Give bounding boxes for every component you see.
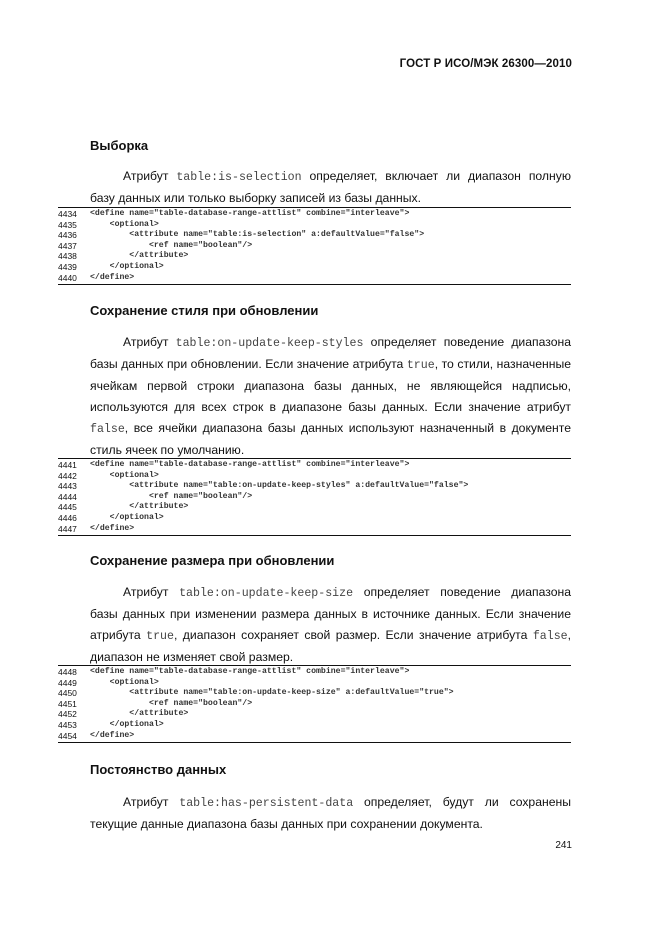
code-line [58,492,571,503]
code-line [58,251,571,262]
code-text: <optional> [90,677,159,687]
code-text: <attribute name="table:on-update-keep-size" a:defaultValue="true"> [90,688,454,698]
line-number: 4440 [58,272,77,283]
code-text: </define> [90,523,135,533]
inline-code: table:on-update-keep-size [179,587,354,600]
line-number: 4442 [58,470,77,481]
line-number: 4437 [58,240,77,251]
inline-code: false [90,423,125,436]
code-text: <ref name="boolean"/> [90,491,253,501]
code-text: <define name="table-database-range-attlist" combine="interleave"> [90,667,410,676]
line-number: 4443 [58,481,77,492]
code-text: <attribute name="table:is-selection" a:defaultValue="false"> [90,230,425,240]
inline-code: true [406,359,435,372]
code-line [58,678,571,689]
line-number: 4435 [58,219,77,230]
text-run: Атрибут [123,585,180,599]
code-line [58,209,571,220]
code-text: <optional> [90,219,159,229]
section-heading: Выборка [90,138,149,153]
code-text: <ref name="boolean"/> [90,240,253,250]
code-text: <define name="table-database-range-attlist" combine="interleave"> [90,209,410,218]
code-line [58,667,571,678]
line-number: 4449 [58,677,77,688]
section-heading: Сохранение размера при обновлении [90,553,335,568]
section-keep-size [90,553,571,668]
code-block [58,458,571,536]
text-run: Атрибут [123,169,177,183]
code-line [58,699,571,710]
code-line [58,241,571,252]
line-number: 4446 [58,512,77,523]
text-run: Атрибут [123,795,180,809]
section-paragraph [90,332,571,461]
code-text: </attribute> [90,502,189,512]
line-number: 4454 [58,730,77,741]
line-number: 4450 [58,688,77,699]
code-text: <optional> [90,470,159,480]
code-line [58,731,571,742]
code-text: <attribute name="table:on-update-keep-styles" a:defaultValue="false"> [90,481,469,491]
code-line [58,688,571,699]
text-run: , все ячейки диапазона базы данных используют назначенный в документе стиль ячеек по умолчанию. [90,421,571,457]
section-persistent-data [90,762,571,835]
inline-code: table:on-update-keep-styles [175,337,364,350]
inline-code: false [532,630,568,643]
section-paragraph [90,792,571,835]
code-text: <ref name="boolean"/> [90,698,253,708]
code-line [58,513,571,524]
code-line [58,273,571,284]
text-run: , диапазон сохраняет свой размер. Если значение атрибута [173,628,533,642]
section-heading: Постоянство данных [90,762,227,777]
section-paragraph [90,166,571,209]
section-heading: Сохранение стиля при обновлении [90,303,319,318]
code-text: </attribute> [90,709,189,719]
section-selection [90,138,571,209]
line-number: 4434 [58,209,77,219]
inline-code: table:has-persistent-data [179,797,354,810]
code-line [58,471,571,482]
text-run: , диапазон не изменяет свой размер. [90,628,572,664]
code-block [58,207,571,285]
code-line [58,230,571,241]
code-text: </attribute> [90,251,189,261]
code-text: </define> [90,730,135,740]
text-run: определяет поведение диапазона базы данных при изменении размера данных в источнике данных. Если значение атрибута [90,585,571,642]
line-number: 4451 [58,698,77,709]
line-number: 4447 [58,523,77,534]
line-number: 4441 [58,460,77,470]
line-number: 4452 [58,709,77,720]
text-run: определяет поведение диапазона базы данных при обновлении. Если значение атрибута [90,335,571,371]
line-number: 4453 [58,719,77,730]
code-line [58,460,571,471]
text-run: Атрибут [123,335,176,349]
code-line [58,720,571,731]
line-number: 4444 [58,491,77,502]
code-text: </optional> [90,512,164,522]
text-run: определяет, будут ли сохранены текущие данные диапазона базы данных при сохранении документа. [90,795,571,831]
code-text: </optional> [90,719,164,729]
line-number: 4439 [58,261,77,272]
line-number: 4448 [58,667,77,677]
section-paragraph [90,582,571,668]
code-line [58,502,571,513]
code-text: </optional> [90,261,164,271]
page-number: 241 [555,840,572,851]
text-run: , то стили, назначенные ячейкам первой строки диапазона базы данных, не являющейся надписью, используются для всех строк в диапазоне базы данных. Если значение атрибут [90,357,571,414]
line-number: 4438 [58,251,77,262]
code-line [58,481,571,492]
line-number: 4445 [58,502,77,513]
code-line [58,220,571,231]
code-line [58,524,571,535]
code-text: <define name="table-database-range-attlist" combine="interleave"> [90,460,410,469]
code-line [58,262,571,273]
code-block [58,665,571,743]
section-keep-styles [90,303,571,461]
line-number: 4436 [58,230,77,241]
code-line [58,709,571,720]
code-text: </define> [90,272,135,282]
text-run: определяет, включает ли диапазон полную базу данных или только выборку записей из базы данных. [90,169,572,205]
inline-code: true [146,630,174,643]
inline-code: table:is-selection [176,171,302,184]
page-header: ГОСТ Р ИСО/МЭК 26300—2010 [399,58,572,70]
